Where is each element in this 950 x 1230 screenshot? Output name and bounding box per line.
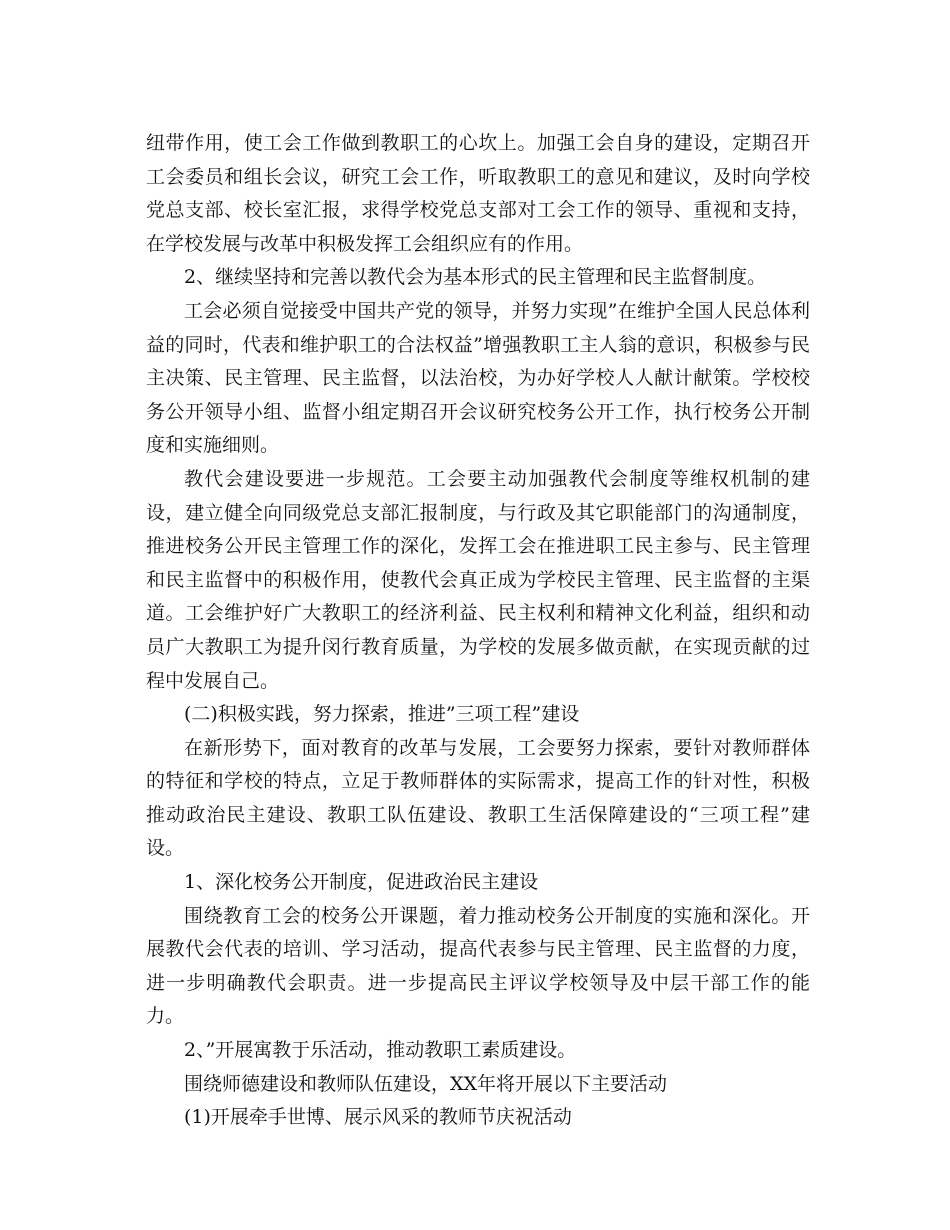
list-item: (1)开展牵手世博、展示风采的教师节庆祝活动 bbox=[184, 1106, 572, 1129]
subsection-heading: 2、”开展寓教于乐活动，推动教职工素质建设。 bbox=[184, 1039, 577, 1062]
paragraph: 围绕师德建设和教师队伍建设，XX年将开展以下主要活动 bbox=[184, 1072, 668, 1095]
paragraph: 2、继续坚持和完善以教代会为基本形式的民主管理和民主监督制度。 bbox=[184, 266, 767, 289]
paragraph: 在新形势下，面对教育的改革与发展，工会要努力探索，要针对教师群体的特征和学校的特点，立足于教师群体的实际需求，提高工作的针对性，积极推动政治民主建设、教职工队伍建设、教职工生活保障建设的“三项工程”建设。 bbox=[146, 736, 810, 860]
paragraph: 工会必须自觉接受中国共产党的领导，并努力实现”在维护全国人民总体利益的同时，代表和维护职工的合法权益”增强教职工主人翁的意识，积极参与民主决策、民主管理、民主监督，以法治校，为办好学校人人献计献策。学校校务公开领导小组、监督小组定期召开会议研究校务公开工作，执行校务公开制度和实施细则。 bbox=[146, 299, 810, 457]
paragraph: 纽带作用，使工会工作做到教职工的心坎上。加强工会自身的建设，定期召开工会委员和组长会议，研究工会工作，听取教职工的意见和建议，及时向学校党总支部、校长室汇报，求得学校党总支部对工会工作的领导、重视和支持，在学校发展与改革中积极发挥工会组织应有的作用。 bbox=[146, 132, 810, 255]
paragraph: 围绕教育工会的校务公开课题，着力推动校务公开制度的实施和深化。开展教代会代表的培训、学习活动，提高代表参与民主管理、民主监督的力度，进一步明确教代会职责。进一步提高民主评议学校领导及中层干部工作的能力。 bbox=[146, 904, 810, 1028]
document-body bbox=[146, 127, 810, 1135]
section-heading: (二)积极实践，努力探索，推进”三项工程”建设 bbox=[184, 703, 580, 726]
subsection-heading: 1、深化校务公开制度，促进政治民主建设 bbox=[184, 871, 539, 894]
paragraph: 教代会建设要进一步规范。工会要主动加强教代会制度等维权机制的建设，建立健全向同级党总支部汇报制度，与行政及其它职能部门的沟通制度，推进校务公开民主管理工作的深化，发挥工会在推进职工民主参与、民主管理和民主监督中的积极作用，使教代会真正成为学校民主管理、民主监督的主渠道。工会维护好广大教职工的经济利益、民主权利和精神文化利益，组织和动员广大教职工为提升闵行教育质量，为学校的发展多做贡献，在实现贡献的过程中发展自己。 bbox=[146, 467, 810, 692]
